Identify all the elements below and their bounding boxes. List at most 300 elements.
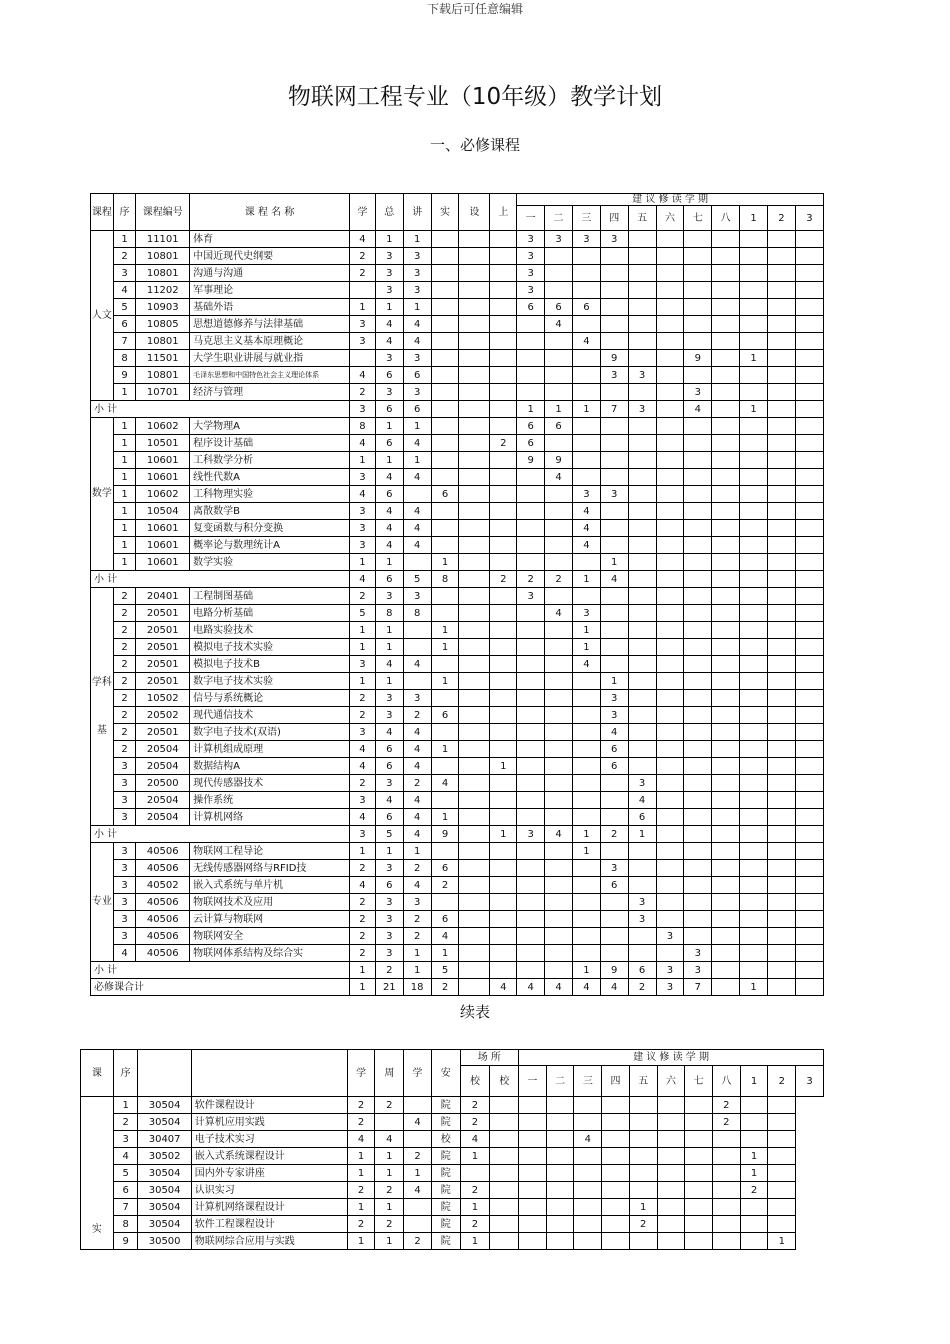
- total-tot: 21: [375, 979, 403, 996]
- value-cell-cr: 3: [350, 537, 376, 554]
- category-cell: 实: [81, 1097, 114, 1250]
- value-cell-des: [459, 707, 490, 724]
- term-cell: [712, 452, 740, 469]
- term-cell: [600, 775, 628, 792]
- subtotal-term: [656, 571, 684, 588]
- term-cell: [740, 333, 768, 350]
- subtotal-row: [91, 401, 824, 418]
- term-cell: [767, 333, 795, 350]
- value-cell-com: 1: [490, 758, 517, 775]
- value-cell-cr: 4: [350, 877, 376, 894]
- value-cell-cr: [350, 350, 376, 367]
- term-cell: [740, 622, 768, 639]
- term-cell: [629, 1131, 657, 1148]
- term-cell: [712, 945, 740, 962]
- code-cell: 10903: [136, 299, 190, 316]
- value-cell-cr: 2: [350, 945, 376, 962]
- table-row: [81, 1097, 824, 1114]
- term-header: 六: [657, 1066, 685, 1097]
- term-cell: 1: [572, 843, 600, 860]
- term-cell: [490, 1114, 519, 1131]
- subtotal-term: [684, 571, 712, 588]
- value-cell-cr: 2: [350, 911, 376, 928]
- term-cell: [517, 656, 545, 673]
- term-cell: [600, 894, 628, 911]
- term-cell: 4: [545, 605, 573, 622]
- term-cell: [712, 639, 740, 656]
- term-cell: [795, 384, 823, 401]
- col-header-total: 总: [375, 194, 403, 231]
- term-cell: [712, 707, 740, 724]
- value-cell-cr: 1: [347, 1233, 375, 1250]
- value-cell-st: [404, 1216, 432, 1233]
- term-cell: [517, 707, 545, 724]
- seq-cell: 2: [113, 673, 136, 690]
- term-cell: [545, 945, 573, 962]
- term-cell: [628, 503, 656, 520]
- term-cell: [600, 333, 628, 350]
- term-cell: [546, 1165, 574, 1182]
- term-cell: [572, 741, 600, 758]
- value-cell-pl: 院: [431, 1216, 460, 1233]
- value-cell-cr: 4: [350, 435, 376, 452]
- course-name: 嵌入式系统与单片机: [190, 877, 350, 894]
- term-header: 五: [628, 206, 656, 231]
- term-cell: [629, 1148, 657, 1165]
- term-cell: [685, 1199, 713, 1216]
- term-cell: [572, 588, 600, 605]
- total-term: [712, 979, 740, 996]
- value-cell-lec: 3: [403, 588, 431, 605]
- seq-cell: 1: [113, 1097, 138, 1114]
- term-cell: [602, 1199, 630, 1216]
- subtotal-term: 3: [628, 401, 656, 418]
- term-cell: [795, 469, 823, 486]
- course-name: 计算机组成原理: [190, 741, 350, 758]
- value-cell-lab: [431, 367, 459, 384]
- term-cell: 3: [572, 486, 600, 503]
- total-term: [795, 979, 823, 996]
- value-cell-cr: 4: [350, 741, 376, 758]
- code-cell: 20501: [136, 605, 190, 622]
- term-cell: [767, 877, 795, 894]
- value-cell-des: [459, 316, 490, 333]
- value-cell-lab: [431, 758, 459, 775]
- term-cell: [656, 299, 684, 316]
- term-cell: [600, 316, 628, 333]
- term-cell: 3: [600, 707, 628, 724]
- value-cell-des: [459, 537, 490, 554]
- subtotal-term: 2: [517, 571, 545, 588]
- value-cell-cr: 1: [350, 299, 376, 316]
- value-cell-com: [490, 690, 517, 707]
- term-cell: [545, 809, 573, 826]
- code-cell: 11202: [136, 282, 190, 299]
- term-cell: [656, 673, 684, 690]
- term-cell: [545, 350, 573, 367]
- term-cell: [712, 690, 740, 707]
- term-cell: [572, 282, 600, 299]
- term-cell: [657, 1233, 685, 1250]
- term-cell: [656, 367, 684, 384]
- term-cell: [712, 333, 740, 350]
- term-cell: [545, 537, 573, 554]
- term-cell: [740, 928, 768, 945]
- code-cell: 10601: [136, 452, 190, 469]
- value-cell-lab: [431, 690, 459, 707]
- term-cell: [740, 945, 768, 962]
- value-cell-tot: 4: [375, 724, 403, 741]
- value-cell-tot: 6: [375, 877, 403, 894]
- value-cell-lab: [431, 384, 459, 401]
- term-cell: [572, 911, 600, 928]
- term-cell: [628, 639, 656, 656]
- term-cell: [490, 1233, 519, 1250]
- term-cell: [685, 1131, 713, 1148]
- value-cell-des: [459, 673, 490, 690]
- value-cell-cr: 1: [350, 452, 376, 469]
- value-cell-lec: 1: [403, 418, 431, 435]
- term-cell: [656, 894, 684, 911]
- term-cell: 2: [713, 1114, 741, 1131]
- term-cell: [795, 775, 823, 792]
- course-name: 无线传感器网络与RFID技: [190, 860, 350, 877]
- term-cell: [767, 469, 795, 486]
- value-cell-des: [459, 724, 490, 741]
- term-cell: [545, 554, 573, 571]
- term-cell: [740, 469, 768, 486]
- value-cell-com: [490, 673, 517, 690]
- value-cell-lab: [431, 656, 459, 673]
- value-cell-des: [459, 928, 490, 945]
- term-cell: [767, 809, 795, 826]
- term-cell: [656, 452, 684, 469]
- value-cell-st: 1: [404, 1165, 432, 1182]
- code-cell: 20501: [136, 673, 190, 690]
- value-cell-cr: 3: [350, 316, 376, 333]
- value-cell-lec: 3: [403, 690, 431, 707]
- term-cell: [572, 894, 600, 911]
- term-cell: 3: [572, 605, 600, 622]
- term-cell: [629, 1165, 657, 1182]
- value-cell-wk: 1: [375, 1199, 404, 1216]
- value-cell-cr: [350, 282, 376, 299]
- term-cell: [767, 605, 795, 622]
- value-cell-lec: 4: [403, 741, 431, 758]
- table-row: [91, 877, 824, 894]
- term-cell: [795, 690, 823, 707]
- term-cell: [767, 843, 795, 860]
- term-cell: [517, 724, 545, 741]
- term-cell: [600, 248, 628, 265]
- value-cell-lec: 3: [403, 350, 431, 367]
- course-name: 电路分析基础: [190, 605, 350, 622]
- term-cell: [519, 1131, 547, 1148]
- value-cell-lec: 4: [403, 316, 431, 333]
- subtotal-term: 6: [628, 962, 656, 979]
- code-cell: 30504: [138, 1182, 191, 1199]
- term-cell: [768, 1097, 796, 1114]
- term-cell: [602, 1165, 630, 1182]
- term-cell: 6: [572, 299, 600, 316]
- value-cell-s2: 1: [460, 1233, 490, 1250]
- seq-cell: 3: [113, 775, 136, 792]
- term-cell: [767, 894, 795, 911]
- subtotal-com: [490, 962, 517, 979]
- subtotal-label: 小 计: [91, 962, 350, 979]
- term-cell: [545, 622, 573, 639]
- term-cell: [712, 367, 740, 384]
- term-cell: [684, 316, 712, 333]
- subtotal-lab: [431, 401, 459, 418]
- term-cell: [767, 248, 795, 265]
- seq-cell: 1: [113, 486, 136, 503]
- seq-cell: 3: [113, 809, 136, 826]
- term-cell: [656, 469, 684, 486]
- value-cell-lec: 4: [403, 724, 431, 741]
- value-cell-cr: 1: [350, 843, 376, 860]
- table-row: [91, 452, 824, 469]
- value-cell-des: [459, 486, 490, 503]
- value-cell-lec: 6: [403, 367, 431, 384]
- term-cell: [517, 690, 545, 707]
- subtotal-tot: 5: [375, 826, 403, 843]
- term-cell: [767, 265, 795, 282]
- term-cell: 3: [628, 894, 656, 911]
- term-cell: [740, 1199, 768, 1216]
- value-cell-lab: [431, 299, 459, 316]
- course-name: 经济与管理: [190, 384, 350, 401]
- value-cell-tot: 4: [375, 520, 403, 537]
- term-cell: [545, 741, 573, 758]
- code-cell: 20504: [136, 758, 190, 775]
- t2-col-header-study: 学: [404, 1050, 432, 1097]
- term-header: 1: [740, 206, 768, 231]
- value-cell-tot: 6: [375, 809, 403, 826]
- term-cell: [572, 690, 600, 707]
- section-title: 一、必修课程: [429, 136, 520, 154]
- value-cell-lec: 8: [403, 605, 431, 622]
- term-cell: [519, 1165, 547, 1182]
- term-cell: [546, 1148, 574, 1165]
- term-cell: 6: [545, 299, 573, 316]
- subtotal-term: [795, 571, 823, 588]
- subtotal-term: [740, 962, 768, 979]
- term-cell: [767, 418, 795, 435]
- term-cell: [768, 1148, 796, 1165]
- term-cell: [684, 588, 712, 605]
- table-row: [91, 435, 824, 452]
- term-header: 3: [796, 1066, 824, 1097]
- total-term: 4: [545, 979, 573, 996]
- value-cell-com: [490, 503, 517, 520]
- course-name: 国内外专家讲座: [191, 1165, 347, 1182]
- value-cell-tot: 1: [375, 231, 403, 248]
- term-header: 七: [685, 1066, 713, 1097]
- term-cell: [657, 1114, 685, 1131]
- total-term: 1: [740, 979, 768, 996]
- value-cell-cr: 3: [350, 333, 376, 350]
- code-cell: 10801: [136, 248, 190, 265]
- total-label: 必修课合计: [91, 979, 350, 996]
- term-cell: [628, 945, 656, 962]
- term-cell: [546, 1097, 574, 1114]
- term-cell: [768, 1131, 796, 1148]
- term-cell: [600, 520, 628, 537]
- term-cell: [545, 503, 573, 520]
- subtotal-label: 小 计: [91, 571, 350, 588]
- term-cell: [740, 316, 768, 333]
- term-cell: [684, 792, 712, 809]
- subtotal-row: [91, 962, 824, 979]
- value-cell-com: [490, 724, 517, 741]
- value-cell-com: [490, 605, 517, 622]
- term-cell: [545, 724, 573, 741]
- term-cell: [656, 605, 684, 622]
- course-name: 物联网安全: [190, 928, 350, 945]
- value-cell-s2: 2: [460, 1216, 490, 1233]
- term-cell: [545, 877, 573, 894]
- subtotal-term: 2: [545, 571, 573, 588]
- term-cell: [517, 673, 545, 690]
- term-cell: [572, 265, 600, 282]
- term-cell: [795, 333, 823, 350]
- value-cell-lec: 3: [403, 248, 431, 265]
- term-cell: [712, 520, 740, 537]
- total-term: [767, 979, 795, 996]
- code-cell: 10501: [136, 435, 190, 452]
- value-cell-tot: 4: [375, 316, 403, 333]
- seq-cell: 3: [113, 758, 136, 775]
- term-cell: [712, 724, 740, 741]
- term-cell: [519, 1097, 547, 1114]
- subtotal-lab: 8: [431, 571, 459, 588]
- term-cell: 6: [600, 758, 628, 775]
- term-cell: [740, 707, 768, 724]
- term-cell: [684, 486, 712, 503]
- code-cell: 30504: [138, 1199, 191, 1216]
- value-cell-tot: 1: [375, 622, 403, 639]
- term-cell: [574, 1216, 602, 1233]
- value-cell-lab: 1: [431, 809, 459, 826]
- term-cell: [628, 248, 656, 265]
- term-cell: [740, 367, 768, 384]
- term-cell: [685, 1233, 713, 1250]
- term-cell: [684, 333, 712, 350]
- seq-cell: 3: [113, 265, 136, 282]
- value-cell-cr: 5: [350, 605, 376, 622]
- total-lec: 18: [403, 979, 431, 996]
- course-name: 数学实验: [190, 554, 350, 571]
- term-header: 一: [519, 1066, 547, 1097]
- term-cell: [600, 588, 628, 605]
- value-cell-cr: 2: [350, 894, 376, 911]
- term-cell: [795, 435, 823, 452]
- term-cell: [656, 248, 684, 265]
- value-cell-cr: 3: [350, 469, 376, 486]
- term-cell: [519, 1114, 547, 1131]
- term-cell: [574, 1182, 602, 1199]
- seq-cell: 4: [113, 1148, 138, 1165]
- term-cell: 4: [600, 724, 628, 741]
- table-row: [91, 843, 824, 860]
- course-name: 数据结构A: [190, 758, 350, 775]
- term-cell: [767, 588, 795, 605]
- subtotal-term: [628, 571, 656, 588]
- term-cell: [628, 758, 656, 775]
- value-cell-des: [459, 758, 490, 775]
- term-cell: [712, 248, 740, 265]
- value-cell-tot: 6: [375, 741, 403, 758]
- category-cell: 人文: [91, 231, 114, 401]
- value-cell-wk: 2: [375, 1097, 404, 1114]
- value-cell-lec: 4: [403, 809, 431, 826]
- term-cell: [545, 758, 573, 775]
- code-cell: 20504: [136, 792, 190, 809]
- value-cell-com: [490, 469, 517, 486]
- term-cell: [767, 928, 795, 945]
- term-cell: [546, 1131, 574, 1148]
- term-cell: [712, 741, 740, 758]
- term-cell: [712, 588, 740, 605]
- code-cell: 30500: [138, 1233, 191, 1250]
- term-cell: [656, 945, 684, 962]
- value-cell-tot: 3: [375, 265, 403, 282]
- value-cell-cr: 2: [350, 707, 376, 724]
- seq-cell: 9: [113, 367, 136, 384]
- term-cell: [767, 503, 795, 520]
- term-cell: [795, 792, 823, 809]
- term-cell: [656, 639, 684, 656]
- term-cell: [684, 724, 712, 741]
- term-header: 三: [574, 1066, 602, 1097]
- value-cell-lab: [431, 792, 459, 809]
- subtotal-label: 小 计: [91, 826, 350, 843]
- subtotal-term: [712, 962, 740, 979]
- value-cell-des: [459, 265, 490, 282]
- total-com: 4: [490, 979, 517, 996]
- value-cell-cr: 1: [347, 1165, 375, 1182]
- subtotal-term: [712, 401, 740, 418]
- term-cell: [740, 1131, 768, 1148]
- value-cell-cr: 2: [350, 928, 376, 945]
- value-cell-des: [459, 945, 490, 962]
- value-cell-com: [490, 554, 517, 571]
- term-cell: [517, 622, 545, 639]
- table-row: [81, 1199, 824, 1216]
- term-cell: [628, 690, 656, 707]
- value-cell-com: [490, 333, 517, 350]
- value-cell-lab: 6: [431, 911, 459, 928]
- term-cell: [684, 860, 712, 877]
- term-cell: [795, 707, 823, 724]
- course-name: 计算机网络: [190, 809, 350, 826]
- term-cell: [656, 316, 684, 333]
- term-cell: [545, 588, 573, 605]
- term-cell: [517, 843, 545, 860]
- term-cell: [572, 452, 600, 469]
- table-row: [81, 1131, 824, 1148]
- term-cell: [712, 316, 740, 333]
- term-cell: [767, 384, 795, 401]
- term-cell: [740, 265, 768, 282]
- value-cell-des: [459, 452, 490, 469]
- term-cell: 9: [545, 452, 573, 469]
- term-cell: 4: [545, 469, 573, 486]
- course-name: 中国近现代史纲要: [190, 248, 350, 265]
- term-cell: [656, 503, 684, 520]
- term-cell: 4: [572, 656, 600, 673]
